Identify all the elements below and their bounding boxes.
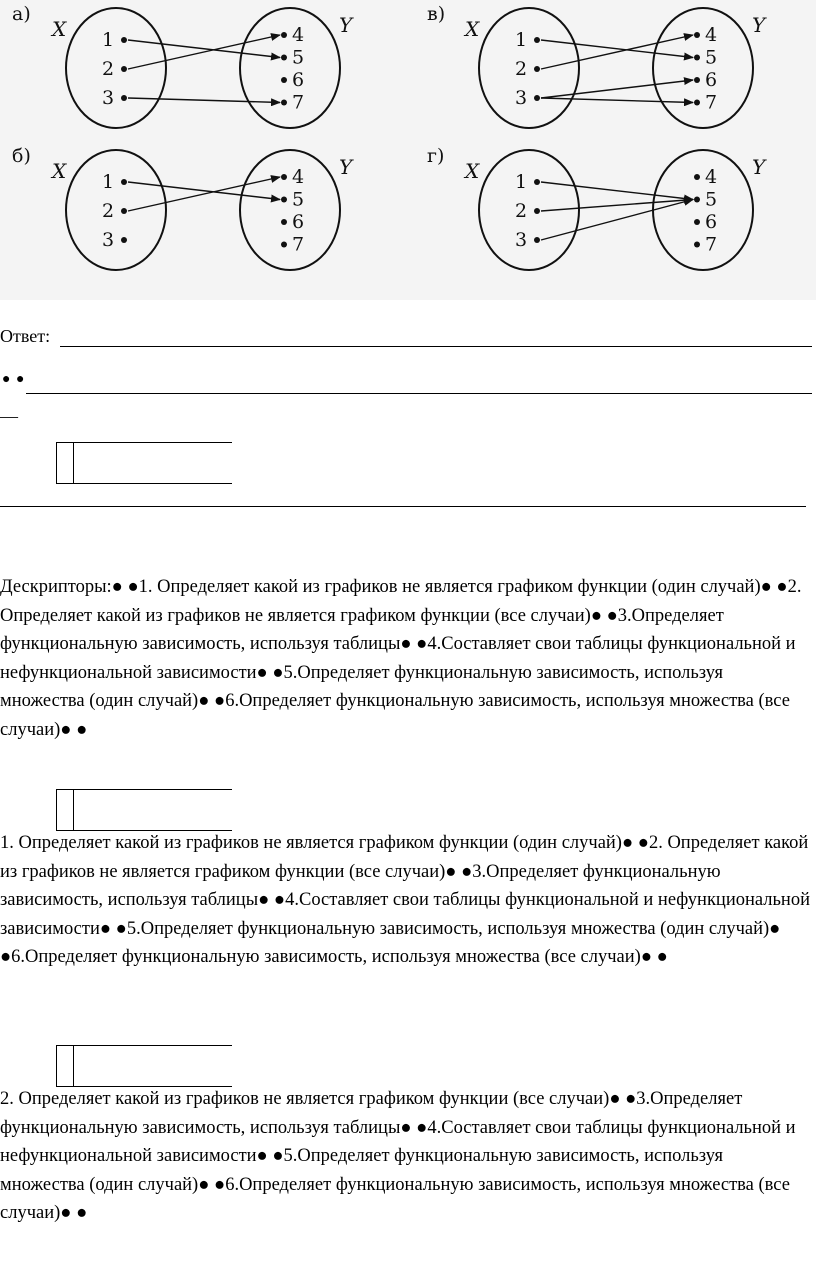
y-element-dot bbox=[694, 32, 700, 38]
set-x-label: X bbox=[52, 17, 67, 41]
y-element-label: 5 bbox=[705, 188, 718, 211]
y-element-dot bbox=[694, 55, 700, 61]
x-element-dot bbox=[121, 66, 127, 72]
x-element-label: 1 bbox=[515, 29, 528, 51]
y-element-dot bbox=[694, 77, 700, 83]
mapping-diagrams-figure bbox=[0, 0, 816, 300]
mini-table-3 bbox=[56, 1045, 232, 1087]
y-element-dot bbox=[281, 174, 287, 180]
x-element-label: 2 bbox=[515, 58, 528, 80]
y-element-label: 6 bbox=[705, 211, 718, 233]
set-x-ellipse bbox=[479, 8, 579, 128]
mapping-arrow bbox=[128, 40, 280, 58]
y-element-label: 6 bbox=[292, 211, 305, 233]
x-element-label: 3 bbox=[515, 229, 528, 251]
y-element-label: 5 bbox=[705, 46, 718, 69]
set-x-label: X bbox=[465, 17, 480, 41]
horizontal-rule bbox=[0, 506, 806, 507]
criteria-paragraph-1: 1. Определяет какой из графиков не является графиком функции (один случай)● ●2. Определяет какой из графиков не является графиком функции (все случаи)● ●3.Определяет функциональную зависимость, используя таблицы● ●4.Составляет свои таблицы функциональной и нефункциональной зависимости● ●5.Определяет функциональную зависимость, используя множества (один случай)● ●6.Определяет функциональную зависимость, используя множества (все случаи)● ● bbox=[0, 833, 810, 967]
bullets-line bbox=[26, 393, 812, 394]
set-x-label: X bbox=[465, 159, 480, 183]
x-element-dot bbox=[534, 66, 540, 72]
y-element-dot bbox=[694, 219, 700, 225]
x-element-label: 3 bbox=[515, 87, 528, 109]
mapping-arrow bbox=[128, 182, 280, 200]
y-element-dot bbox=[694, 100, 700, 106]
set-y-label: Y bbox=[339, 13, 353, 37]
mini-table-cell bbox=[56, 790, 74, 830]
answer-line[interactable] bbox=[60, 346, 812, 347]
y-element-label: 5 bbox=[292, 188, 305, 211]
mapping-arrow bbox=[128, 35, 280, 69]
y-element-dot bbox=[281, 55, 287, 61]
descriptors-paragraph: Дескрипторы:● ●1. Определяет какой из графиков не является графиком функции (один случай)● ●2. Определяет какой из графиков не является графиком функции (все случаи)● ●3.Определяет функциональную зависимость, используя таблицы● ●4.Составляет свои таблицы функциональной и нефункциональной зависимости● ●5.Определяет функциональную зависимость, используя множества (один случай)● ●6.Определяет функциональную зависимость, используя множества (все случаи)● ● bbox=[0, 577, 802, 740]
set-y-label: Y bbox=[752, 155, 766, 179]
mapping-arrow bbox=[541, 98, 693, 103]
x-element-label: 2 bbox=[102, 200, 115, 222]
mapping-arrow bbox=[128, 98, 280, 103]
y-element-label: 4 bbox=[292, 166, 305, 188]
mapping-diagrams-svg bbox=[0, 0, 816, 300]
x-element-dot bbox=[534, 95, 540, 101]
x-element-label: 1 bbox=[102, 171, 115, 193]
y-element-dot bbox=[694, 197, 700, 203]
y-element-dot bbox=[281, 77, 287, 83]
set-x-ellipse bbox=[66, 150, 166, 270]
y-element-label: 4 bbox=[292, 24, 305, 46]
criteria-paragraph-2: 2. Определяет какой из графиков не является графиком функции (все случаи)● ●3.Определяет функциональную зависимость, используя таблицы● ●4.Составляет свои таблицы функциональной и нефункциональной зависимости● ●5.Определяет функциональную зависимость, используя множества (один случай)● ●6.Определяет функциональную зависимость, используя множества (все случаи)● ● bbox=[0, 1089, 796, 1223]
set-y-label: Y bbox=[752, 13, 766, 37]
x-element-dot bbox=[121, 208, 127, 214]
y-element-label: 5 bbox=[292, 46, 305, 69]
y-element-label: 4 bbox=[705, 166, 718, 188]
mapping-arrow bbox=[128, 177, 280, 211]
bullet-marks: ● ● bbox=[2, 372, 26, 387]
mini-table-1 bbox=[56, 442, 232, 484]
y-element-dot bbox=[694, 242, 700, 248]
set-x-label: X bbox=[52, 159, 67, 183]
x-element-label: 2 bbox=[515, 200, 528, 222]
y-element-label: 7 bbox=[705, 233, 718, 256]
set-y-ellipse bbox=[240, 8, 340, 128]
y-element-label: 7 bbox=[292, 233, 305, 256]
set-y-ellipse bbox=[653, 8, 753, 128]
x-element-dot bbox=[121, 95, 127, 101]
y-element-dot bbox=[281, 219, 287, 225]
y-element-label: 7 bbox=[292, 91, 305, 114]
x-element-dot bbox=[121, 237, 127, 243]
y-element-label: 6 bbox=[705, 69, 718, 91]
set-x-ellipse bbox=[66, 8, 166, 128]
mapping-arrow bbox=[541, 80, 693, 98]
answer-label: Ответ: bbox=[0, 326, 51, 346]
y-element-dot bbox=[281, 242, 287, 248]
y-element-label: 4 bbox=[705, 24, 718, 46]
x-element-label: 1 bbox=[515, 171, 528, 193]
x-element-dot bbox=[121, 179, 127, 185]
x-element-dot bbox=[534, 37, 540, 43]
y-element-label: 6 bbox=[292, 69, 305, 91]
dash-mark: — bbox=[0, 406, 18, 426]
panel-label: г) bbox=[427, 145, 445, 167]
y-element-dot bbox=[281, 100, 287, 106]
y-element-dot bbox=[281, 197, 287, 203]
set-y-label: Y bbox=[339, 155, 353, 179]
panel-label: в) bbox=[427, 3, 446, 25]
mini-table-2 bbox=[56, 789, 232, 831]
y-element-dot bbox=[281, 32, 287, 38]
set-x-ellipse bbox=[479, 150, 579, 270]
x-element-label: 2 bbox=[102, 58, 115, 80]
mapping-arrow bbox=[541, 35, 693, 69]
mini-table-cell bbox=[56, 1046, 74, 1086]
mini-table-cell bbox=[56, 443, 74, 483]
x-element-dot bbox=[534, 237, 540, 243]
panel-label: б) bbox=[12, 145, 31, 167]
x-element-dot bbox=[121, 37, 127, 43]
set-y-ellipse bbox=[653, 150, 753, 270]
y-element-dot bbox=[694, 174, 700, 180]
panel-label: а) bbox=[12, 3, 31, 25]
x-element-label: 3 bbox=[102, 229, 115, 251]
set-y-ellipse bbox=[240, 150, 340, 270]
mapping-arrow bbox=[541, 182, 693, 200]
x-element-dot bbox=[534, 179, 540, 185]
x-element-label: 3 bbox=[102, 87, 115, 109]
x-element-dot bbox=[534, 208, 540, 214]
y-element-label: 7 bbox=[705, 91, 718, 114]
x-element-label: 1 bbox=[102, 29, 115, 51]
mapping-arrow bbox=[541, 40, 693, 58]
